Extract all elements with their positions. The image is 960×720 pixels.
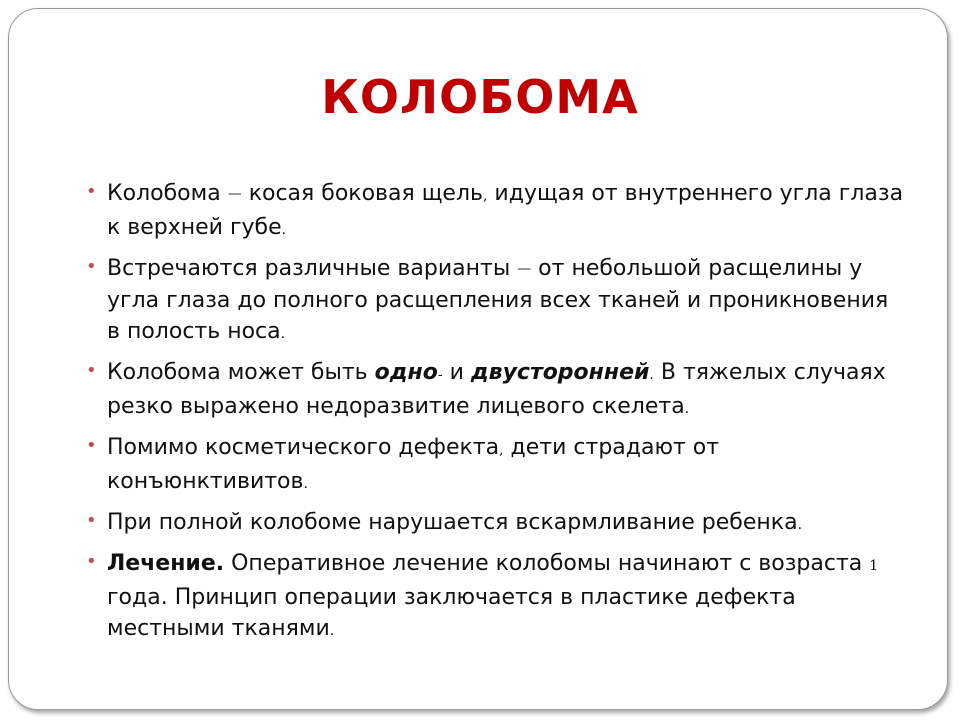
bullet-text: При полной колобоме нарушается вскармливание ребенка. [107, 510, 803, 535]
bullet-text: Помимо косметического дефекта, дети страдают от конъюнктивитов. [107, 435, 720, 494]
emphasis-one: одно [374, 360, 438, 385]
bullet-marker: • [86, 360, 97, 381]
bullet-list [84, 178, 904, 654]
bullet-marker: • [86, 551, 97, 572]
bullet-marker: • [86, 435, 97, 456]
bullet-item [84, 253, 904, 350]
bullet-item [84, 178, 904, 246]
treatment-label: Лечение. [107, 551, 225, 576]
bullet-item [84, 507, 904, 541]
slide-title: КОЛОБОМА [321, 70, 639, 124]
bullet-item [84, 357, 904, 425]
bullet-text: Колобома — косая боковая щель, идущая от внутреннего угла глаза к верхней губе. [107, 181, 904, 240]
bullet-item [84, 432, 904, 500]
bullet-marker: • [86, 256, 97, 277]
bullet-marker: • [86, 510, 97, 531]
bullet-marker: • [86, 181, 97, 202]
bullet-item [84, 548, 904, 647]
bullet-text: Встречаются различные варианты — от небольшой расщелины у угла глаза до полного расщепления всех тканей и проникновения в полость носа. [107, 256, 889, 344]
bullet-text: Лечение. Оперативное лечение колобомы начинают с возраста 1 года. Принцип операции заключается в пластике дефекта местными тканями. [107, 551, 879, 641]
bullet-text: Колобома может быть одно- и двусторонней. В тяжелых случаях резко выражено недоразвитие лицевого скелета. [107, 360, 886, 419]
emphasis-two: двусторонней [470, 360, 650, 385]
